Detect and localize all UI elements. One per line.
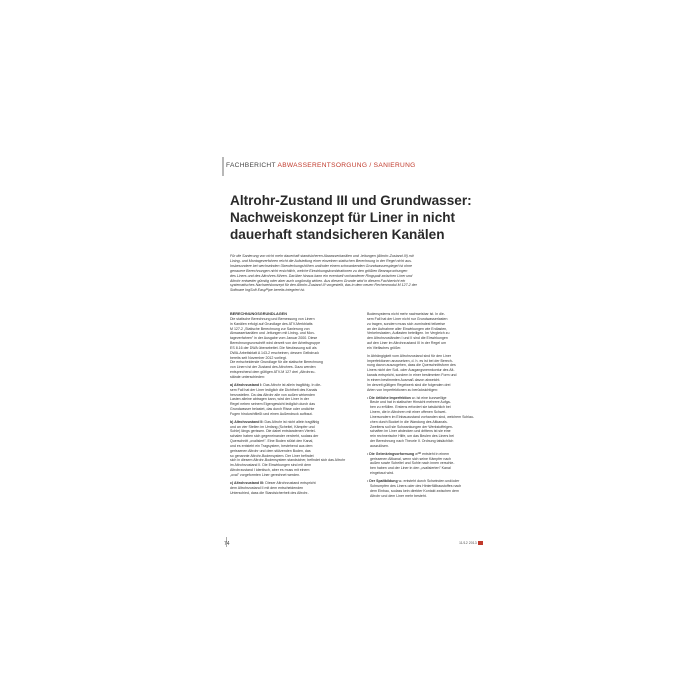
bullet-text: der Berechnung nach Theorie II. Ordnung tatsächlich <box>370 439 454 444</box>
section-kicker <box>226 162 416 169</box>
bullet-text: Zweitens soll sie Schwankungen der Werkstoffeigen- <box>370 424 454 429</box>
list-item-text: Fugen hindurchfließt und einen Außendruck aufbaut. <box>230 411 313 416</box>
body-line: Bodensystems nicht mehr nachweisbar ist. In die- <box>367 312 446 316</box>
body-line: Berechnungsvorschrift wird derzeit von der Arbeitsgruppe <box>230 341 321 346</box>
body-line: in einem bestimmten Ausmaß davon abweicht. <box>367 377 441 382</box>
header-accent-bar <box>222 157 224 176</box>
list-item-line <box>230 491 351 496</box>
list-item-text: und an vier Stellen im Umfang (Scheitel, Kämpfer und <box>230 424 315 429</box>
logo-mark-icon <box>478 541 483 545</box>
body-line: entsprechend dem gültigen ATV-M 127 drei „Altrohrzu- <box>230 370 316 375</box>
body-line: den Altrohrzuständen I und II sind die Einwirkungen <box>367 336 448 341</box>
body-line: Abwasserkanälen und -leitungen mit Lining- und Mon- <box>230 331 315 336</box>
list-item-text: sem Fall hat der Liner lediglich die Dichtheit des Kanals <box>230 387 318 392</box>
body-line: Verkehrslasten, Auflasten beteiligen. Im Vergleich zu <box>367 331 450 336</box>
bullet-icon: • <box>367 451 370 456</box>
title-line-3: dauerhaft standsicheren Kanälen <box>230 227 445 242</box>
footer-issue: 11/12 2013 <box>459 541 477 545</box>
bullet-text: Linern, die in Altrohren mit einer offenen Schwei- <box>370 410 447 415</box>
body-line: bereits seit November 2012 vorliegt. <box>230 355 287 360</box>
body-line: nung davon auszugehen, dass die Querschnittsform des <box>367 363 456 368</box>
page-number: 74 <box>224 541 230 547</box>
title-line-1: Altrohr-Zustand III und Grundwasser: <box>230 193 472 208</box>
bullet-text: Schrumpfen des Liners oder des Hinterfüllbaustoffes nach <box>370 483 462 488</box>
kicker-sub: ABWASSERENTSORGUNG / SANIERUNG <box>277 162 416 169</box>
list-item-text: herzustellen. Da das Altrohr alle von außen wirkenden <box>230 392 315 397</box>
list-item-text: Regel neben seinem Eigengewicht lediglich durch das <box>230 402 315 407</box>
body-line: Die entscheidende Grundlage für die statische Berechnung <box>230 360 323 365</box>
article-title <box>230 192 490 243</box>
bullet-text: ben zu erfüllen. Erstens erfordert sie tatsächlich bei <box>370 405 451 410</box>
lead-line: genauere Berechnungen nicht ersichtlich, welche Einwirkungskombinationen zu den größten Beanspruchungen <box>230 268 408 273</box>
body-line: ein Vielfaches größer. <box>367 345 402 350</box>
list-item-text: Sohle) längs gerissen. Die dabei entstandenen Viertel- <box>230 429 316 434</box>
lead-line: Insbesondere bei wechselnden Überdeckungshöhen und/oder einem schwankenden Grundwasserspiegel ist ohne <box>230 263 413 268</box>
body-line: auf den Liner im Altrohrzustand III in der Regel um <box>367 341 447 346</box>
list-item-text: Unterschied, dass die Standsicherheit des Altrohr- <box>230 490 309 495</box>
list-item-text: Grundwasser belastet, das durch Risse oder undichte <box>230 407 315 412</box>
bullet-text: auszulösen. <box>370 443 389 448</box>
lead-line: Lining- und Montageverfahren reicht die Aufstellung einer einzelnen statischen Berechnung in der Regel nicht aus. <box>230 258 412 263</box>
lead-line: Software IngSoft EasyPipe bereits integriert ist. <box>230 288 306 293</box>
list-item-text: Dieser Altrohrzustand entspricht <box>264 480 316 485</box>
bullet-lead: Die Gelenkringvorformung <box>369 451 415 456</box>
list-item-text: gerissenen Altrohr und dem stützenden Boden, das <box>230 448 311 453</box>
list-item-lead: a) Altrohrzustand I: <box>230 382 263 387</box>
list-item-text: sich in diesem Altrohr-Bodensystem standsicher, befindet sich das Altrohr <box>230 458 346 463</box>
list-item-text: Querschnitt „ovalisiert". Eine Boden stützt den Kanal, <box>230 439 314 444</box>
list-item-text: so genannte Altrohr-Bodensystem. Der Liner befindet <box>230 453 314 458</box>
list-item-text: dem Altrohrzustand II mit dem entscheidenden <box>230 485 304 490</box>
bullet-text: wᴳᴿ entsteht in einem <box>414 451 450 456</box>
bullet-text: wₛ ist eine kurzwellige <box>410 395 447 400</box>
body-line: von Linern ist der Zustand des Altrohres. Dazu werden <box>230 365 316 370</box>
bullet-text: ben haben und der Liner in den „ovalisierten" Kanal <box>370 466 451 471</box>
bullet-text: außen sowie Scheitel und Sohle nach innen verschie- <box>370 461 455 466</box>
bullet-text: rein rechnerische Hilfe, um das Beulen des Liners bei <box>370 434 454 439</box>
kicker-main: FACHBERICHT <box>226 162 276 169</box>
list-item-text: und es entsteht ein Tragsystem, bestehend aus dem <box>230 443 313 448</box>
body-line: Im derzeit gültigen Regelwerk sind die folgenden drei <box>367 382 451 387</box>
list-item-lead: c) Altrohrzustand III: <box>230 480 265 485</box>
lead-paragraph <box>230 254 488 293</box>
footer-logo <box>459 541 483 545</box>
list-item-text: Altrohrzustand I identisch, aber es muss mit einem <box>230 468 310 473</box>
bullet-text: wₛ entsteht durch Schwinden und/oder <box>397 479 460 483</box>
body-line: M 127-2 „Statische Berechnung zur Sanierung von <box>230 326 310 331</box>
right-column <box>367 312 488 498</box>
body-line: Liners nicht der Soll- oder Ausgangsnennkontur des Alt- <box>367 368 455 373</box>
bullet-text: dem Einbau, sodass kein direkter Kontakt zwischen dem <box>370 488 459 493</box>
body-line: an der Aufnahme aller Einwirkungen wie Erdlasten, <box>367 326 448 331</box>
body-line: sem Fall hat der Liner nicht nur Grundwasserlasten <box>367 316 448 321</box>
bullet-lead: Der Spaltbildung <box>369 479 398 483</box>
body-line: Die statische Berechnung und Bemessung von Linern <box>230 316 315 321</box>
list-item-text: im Altrohrzustand II. Die Einwirkungen sind mit dem <box>230 463 312 468</box>
list-item-text: schalen haben sich gegeneinander verdreht, sodass der <box>230 434 319 439</box>
bullet-text: schaften im Liner abdecken und drittens ist sie eine <box>370 429 451 434</box>
body-line: Imperfektionen anzusetzen, d. h. es ist bei der Berech- <box>367 358 453 363</box>
body-line: kanals entspricht, sondern in einer bestimmten Form und <box>367 373 457 378</box>
bullet-text: Beule und hat in statischer Hinsicht mehrere Aufga- <box>370 400 451 405</box>
left-column <box>230 312 351 495</box>
body-line: stände unterschieden: <box>230 374 265 379</box>
body-line: in Kanälen erfolgt auf Grundlage des ATV-Merkblatts <box>230 321 313 326</box>
bullet-lead: Die örtliche Imperfektion <box>369 395 411 400</box>
bullet-icon: • <box>367 479 370 483</box>
list-item-text: Das Altrohr ist allein tragfähig. In die- <box>262 382 322 387</box>
bullet-text: Linersondern im Einbauzustand vorhanden sind, welchem Schlau- <box>370 414 475 419</box>
body-line: In Abhängigkeit vom Altrohrzustand sind für den Liner <box>367 353 451 358</box>
list-item-text: „oval" vorgeformten Liner gerechnet werden. <box>230 473 301 477</box>
list-item-text: Lasten alleine abtragen kann, wird der Liner in der <box>230 397 309 402</box>
lead-line: Altrohr entweder günstig oder aber auch ungünstig wirken. Aus diesem Grunde wird in diesem Fachbericht ein <box>230 278 406 283</box>
lead-line: systematisches Nachweiskonzept für den Altrohr-Zustand III vorgestellt, das in dem neuen Rechenmodul M 127-2 der <box>230 283 417 288</box>
bullet-line <box>367 494 488 499</box>
body-line: DWA-Arbeitsblatt A 143-2 erscheinen, dessen Gelbdruck <box>230 350 319 355</box>
section-heading: BERECHNUNGSGRUNDLAGEN <box>230 312 287 316</box>
bullet-text: eingebaut wird. <box>370 471 395 476</box>
body-line: tageverfahren" in der Ausgabe vom Januar 2000. Diese <box>230 336 318 341</box>
body-line: Arten von Imperfektionen zu berücksichtigen: <box>367 387 438 392</box>
bullet-icon: • <box>367 395 370 400</box>
body-line: ES 8.16 der DWA überarbeitet. Die Neufassung soll als <box>230 345 317 350</box>
body-line: zu tragen, sondern muss sich zumindest teilweise <box>367 321 446 326</box>
bullet-text: chen durch Bucket in die Wandung des Altkanals. <box>370 419 448 424</box>
list-item-lead: b) Altrohrzustand II: <box>230 419 264 424</box>
lead-line: Für die Sanierung von nicht mehr dauerhaft standsicheren Abwasserkanälen und -leitungen (Altrohr-Zustand III) mit <box>230 254 414 258</box>
title-line-2: Nachweiskonzept für Liner in nicht <box>230 210 456 225</box>
bullet-text: Altrohr und dem Liner mehr besteht. <box>370 493 427 498</box>
lead-line: des Liners und des Altrohres führen. Darüber hinaus kann ein eventuell vorhandener Ringspalt zwischen Liner und <box>230 273 413 278</box>
list-item-text: Das Altrohr ist nicht allein tragfähig <box>263 419 320 424</box>
bullet-text: gerissenen Altkanal, wenn sich seine Kämpfer nach <box>370 456 452 461</box>
